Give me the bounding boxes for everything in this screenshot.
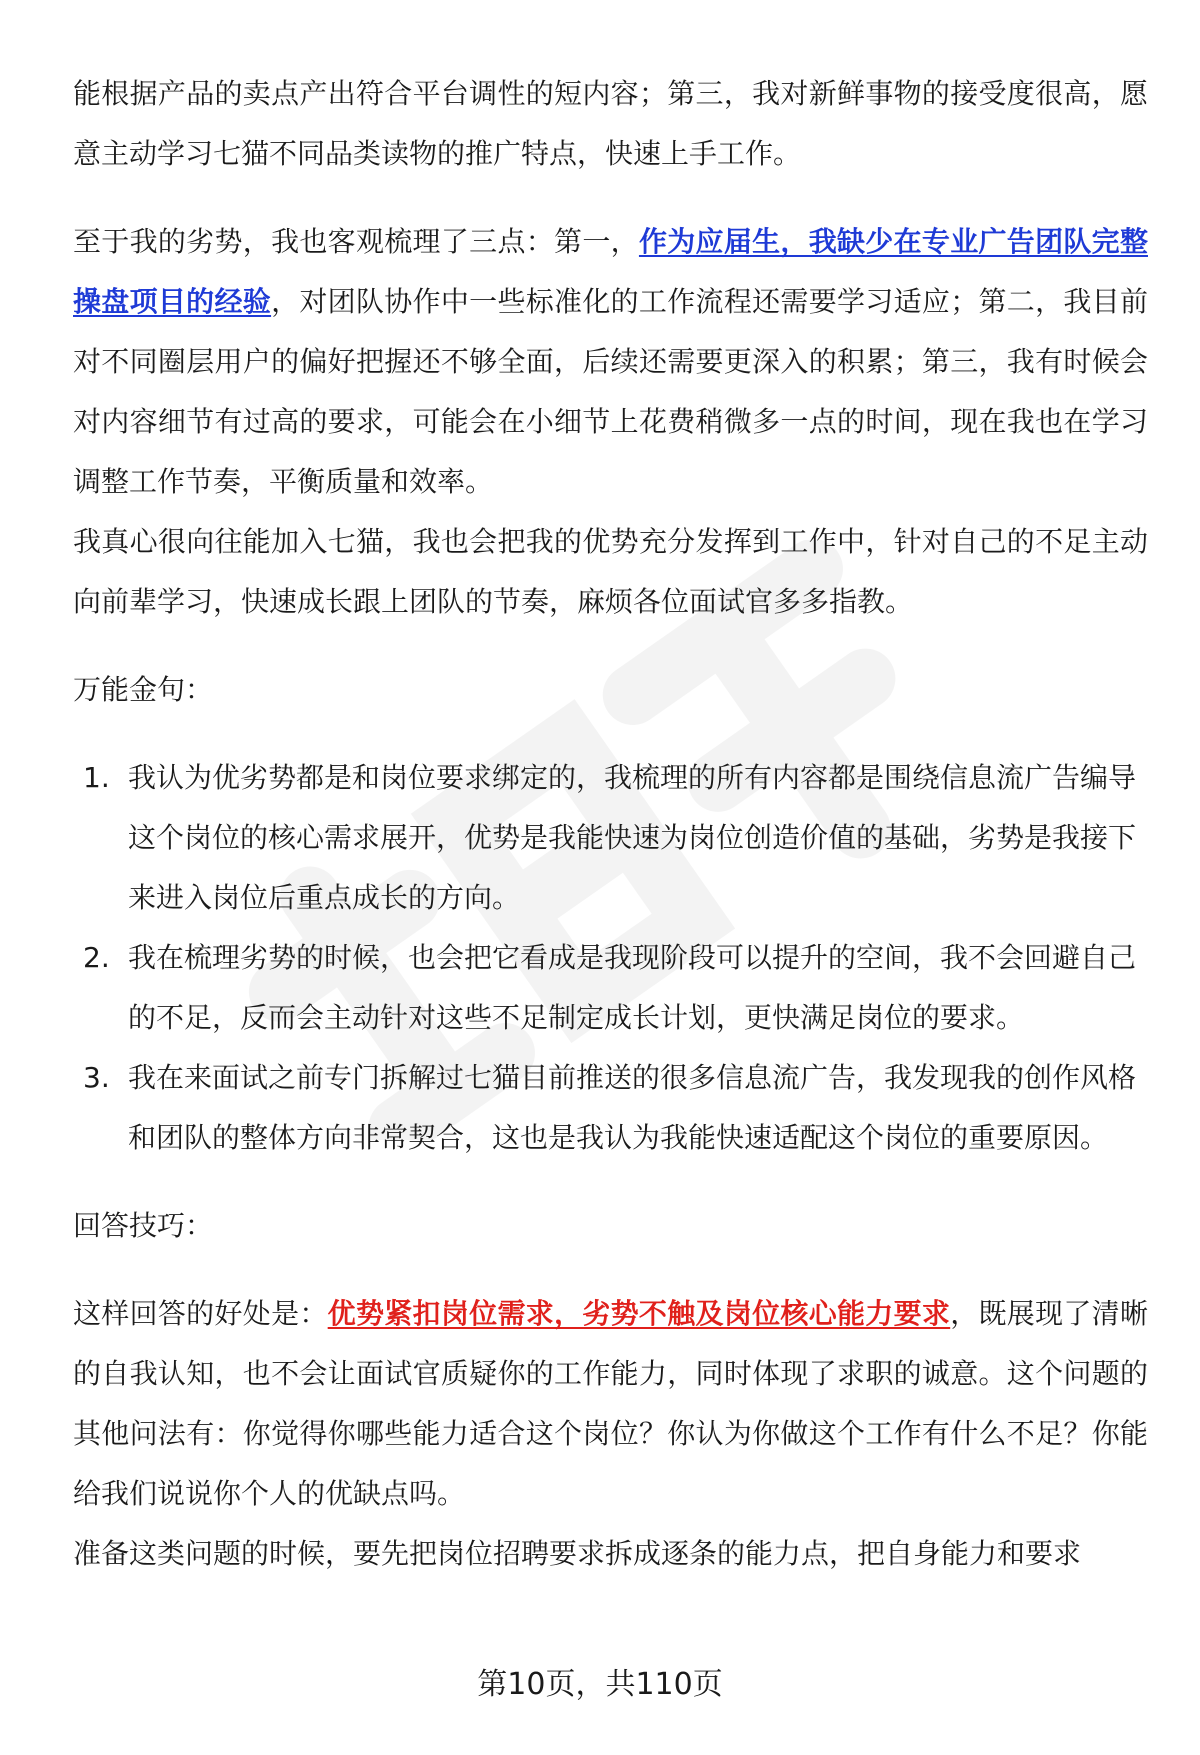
paragraph-tips <box>73 1284 1148 1524</box>
weakness-intro: 至于我的劣势，我也客观梳理了三点：第一， <box>73 225 639 258</box>
list-number: 1. <box>83 761 110 794</box>
tips-highlight: 优势紧扣岗位需求，劣势不触及岗位核心能力要求 <box>327 1297 951 1330</box>
paragraph-weaknesses <box>73 212 1148 512</box>
tips-intro: 这样回答的好处是： <box>73 1297 328 1330</box>
weakness-detail: ，对团队协作中一些标准化的工作流程还需要学习适应；第二，我目前对不同圈层用户的偏好把握还不够全面，后续还需要更深入的积累；第三，我有时候会对内容细节有过高的要求，可能会在小细节上花费稍微多一点的时间，现在我也在学习调整工作节奏，平衡质量和效率。 <box>73 285 1148 498</box>
tips-detail: ，既展现了清晰的自我认知，也不会让面试官质疑你的工作能力，同时体现了求职的诚意。这个问题的其他问法有：你觉得你哪些能力适合这个岗位？你认为你做这个工作有什么不足？你能给我们说说你个人的优缺点吗。 <box>73 1297 1148 1510</box>
golden-sentences-list <box>73 748 1148 1168</box>
list-number: 2. <box>83 941 110 974</box>
golden-sentences-heading: 万能金句： <box>73 673 214 706</box>
list-text: 我认为优劣势都是和岗位要求绑定的，我梳理的所有内容都是围绕信息流广告编导这个岗位的核心需求展开，优势是我能快速为岗位创造价值的基础，劣势是我接下来进入岗位后重点成长的方向。 <box>128 761 1137 914</box>
weakness-highlight: 作为应届生，我缺少在专业广告团队完整操盘项目的经验 <box>73 225 1148 318</box>
paragraph-preparation: 准备这类问题的时候，要先把岗位招聘要求拆成逐条的能力点，把自身能力和要求 <box>73 1537 1082 1570</box>
list-text: 我在来面试之前专门拆解过七猫目前推送的很多信息流广告，我发现我的创作风格和团队的整体方向非常契合，这也是我认为我能快速适配这个岗位的重要原因。 <box>128 1061 1137 1154</box>
list-item <box>73 1048 1148 1168</box>
answer-tips-heading: 回答技巧： <box>73 1209 214 1242</box>
list-number: 3. <box>83 1061 110 1094</box>
list-item <box>73 928 1148 1048</box>
paragraph-closing: 我真心很向往能加入七猫，我也会把我的优势充分发挥到工作中，针对自己的不足主动向前辈学习，快速成长跟上团队的节奏，麻烦各位面试官多多指教。 <box>73 525 1148 618</box>
list-item <box>73 748 1148 928</box>
paragraph-strengths-end: 能根据产品的卖点产出符合平台调性的短内容；第三，我对新鲜事物的接受度很高，愿意主动学习七猫不同品类读物的推广特点，快速上手工作。 <box>73 77 1148 170</box>
list-text: 我在梳理劣势的时候，也会把它看成是我现阶段可以提升的空间，我不会回避自己的不足，反而会主动针对这些不足制定成长计划，更快满足岗位的要求。 <box>128 941 1137 1034</box>
page-number-footer: 第10页，共110页 <box>477 1667 723 1702</box>
document-body <box>73 64 1148 1584</box>
